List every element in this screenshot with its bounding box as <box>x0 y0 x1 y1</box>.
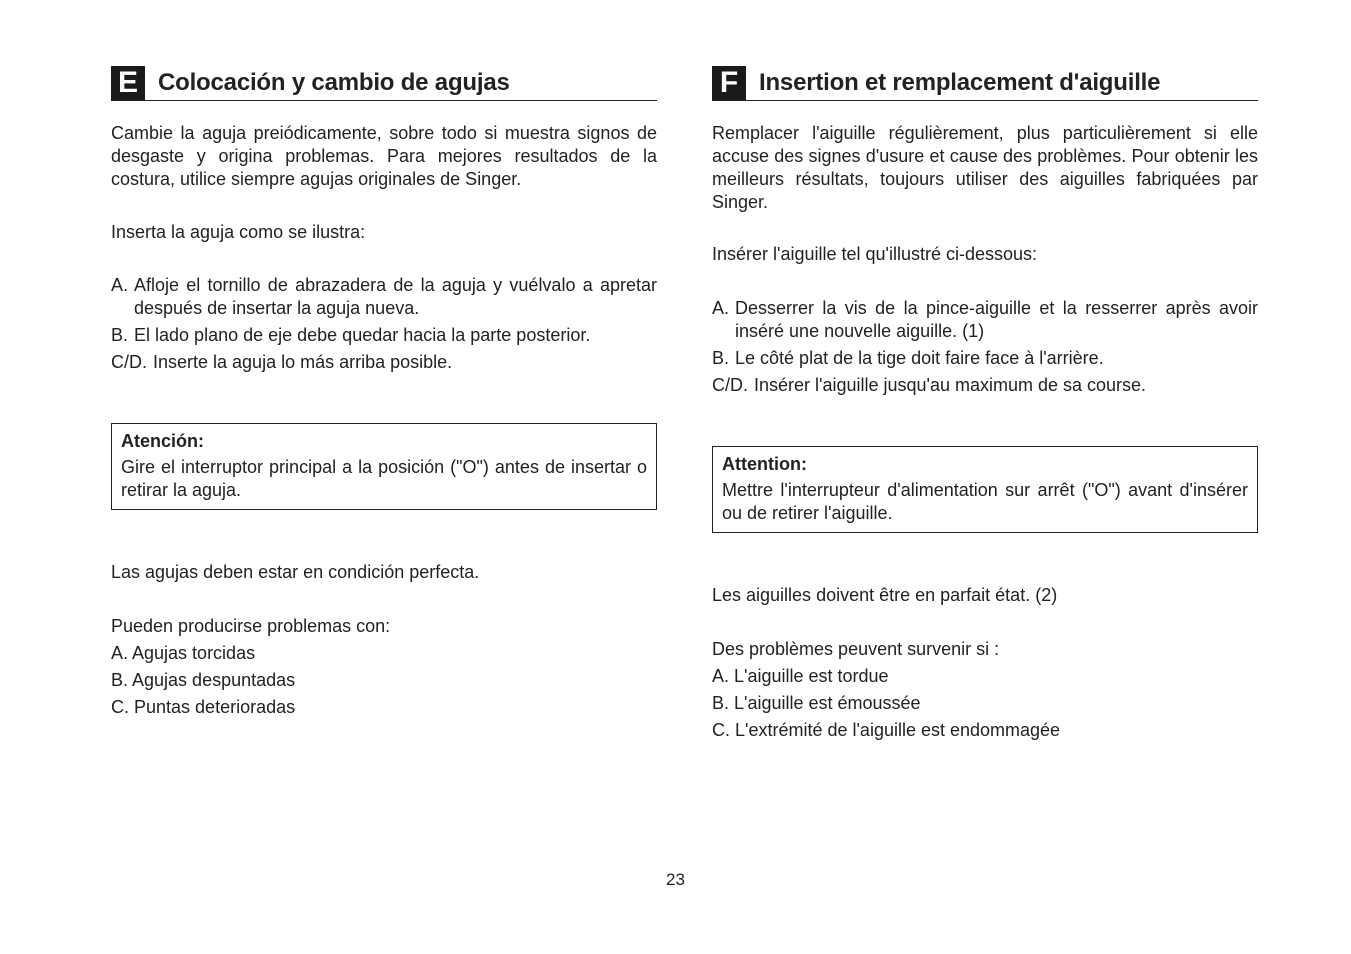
step-item: B. El lado plano de eje debe quedar hacia la parte posterior. <box>111 325 591 345</box>
step-item: A. Afloje el tornillo de abrazadera de la aguja y vuélvalo a apretar después de insertar la aguja nueva. <box>111 275 657 318</box>
instruction-fr: Insérer l'aiguille tel qu'illustré ci-dessous: <box>712 244 1038 264</box>
problems-list-fr <box>712 665 1258 746</box>
attention-text-es: Gire el interruptor principal a la posición ("O") antes de insertar o retirar la aguja. <box>121 457 647 500</box>
section-heading-es <box>111 66 657 101</box>
list-item: A. L'aiguille est tordue <box>712 666 889 686</box>
list-item: B. Agujas despuntadas <box>111 670 296 690</box>
section-heading-fr <box>712 66 1258 101</box>
french-column <box>712 66 1258 740</box>
list-item: A. Agujas torcidas <box>111 643 256 663</box>
spanish-column <box>111 66 657 717</box>
attention-box-es <box>111 423 657 510</box>
step-item: B. Le côté plat de la tige doit faire face à l'arrière. <box>712 348 1104 368</box>
intro-paragraph-es: Cambie la aguja preiódicamente, sobre todo si muestra signos de desgaste y origina problemas. Para mejores resultados de la costura, utilice siempre agujas originales de Singer. <box>111 123 657 189</box>
language-badge-es: E <box>111 66 145 100</box>
list-item: C. Puntas deterioradas <box>111 697 296 717</box>
list-item: B. L'aiguille est émoussée <box>712 693 921 713</box>
language-badge-fr: F <box>712 66 746 100</box>
condition-text-es: Las agujas deben estar en condición perfecta. <box>111 562 480 582</box>
list-item: C. L'extrémité de l'aiguille est endommagée <box>712 720 1061 740</box>
intro-paragraph-fr: Remplacer l'aiguille régulièrement, plus particulièrement si elle accuse des signes d'usure et cause des problèmes. Pour obtenir les meilleurs résultats, toujours utiliser des aiguilles fabriquées par Singer. <box>712 123 1258 212</box>
step-item: A. Desserrer la vis de la pince-aiguille et la resserrer après avoir inséré une nouvelle aiguille. (1) <box>712 298 1258 341</box>
problems-intro-fr: Des problèmes peuvent survenir si : <box>712 639 1000 659</box>
steps-list-es <box>111 274 657 378</box>
step-item: C/D. Insérer l'aiguille jusqu'au maximum de sa course. <box>712 375 1147 395</box>
problems-intro-es: Pueden producirse problemas con: <box>111 616 391 636</box>
condition-text-fr: Les aiguilles doivent être en parfait état. (2) <box>712 585 1058 605</box>
page-number: 23 <box>666 870 685 889</box>
instruction-es: Inserta la aguja como se ilustra: <box>111 222 366 242</box>
section-title-es: Colocación y cambio de agujas <box>158 69 510 96</box>
attention-title-fr: Attention: <box>722 454 807 474</box>
attention-text-fr: Mettre l'interrupteur d'alimentation sur arrêt ("O") avant d'insérer ou de retirer l'aiguille. <box>722 480 1248 523</box>
problems-list-es <box>111 642 657 723</box>
section-title-fr: Insertion et remplacement d'aiguille <box>759 69 1161 96</box>
steps-list-fr <box>712 297 1258 401</box>
attention-title-es: Atención: <box>121 431 204 451</box>
attention-box-fr <box>712 446 1258 533</box>
step-item: C/D. Inserte la aguja lo más arriba posible. <box>111 352 453 372</box>
